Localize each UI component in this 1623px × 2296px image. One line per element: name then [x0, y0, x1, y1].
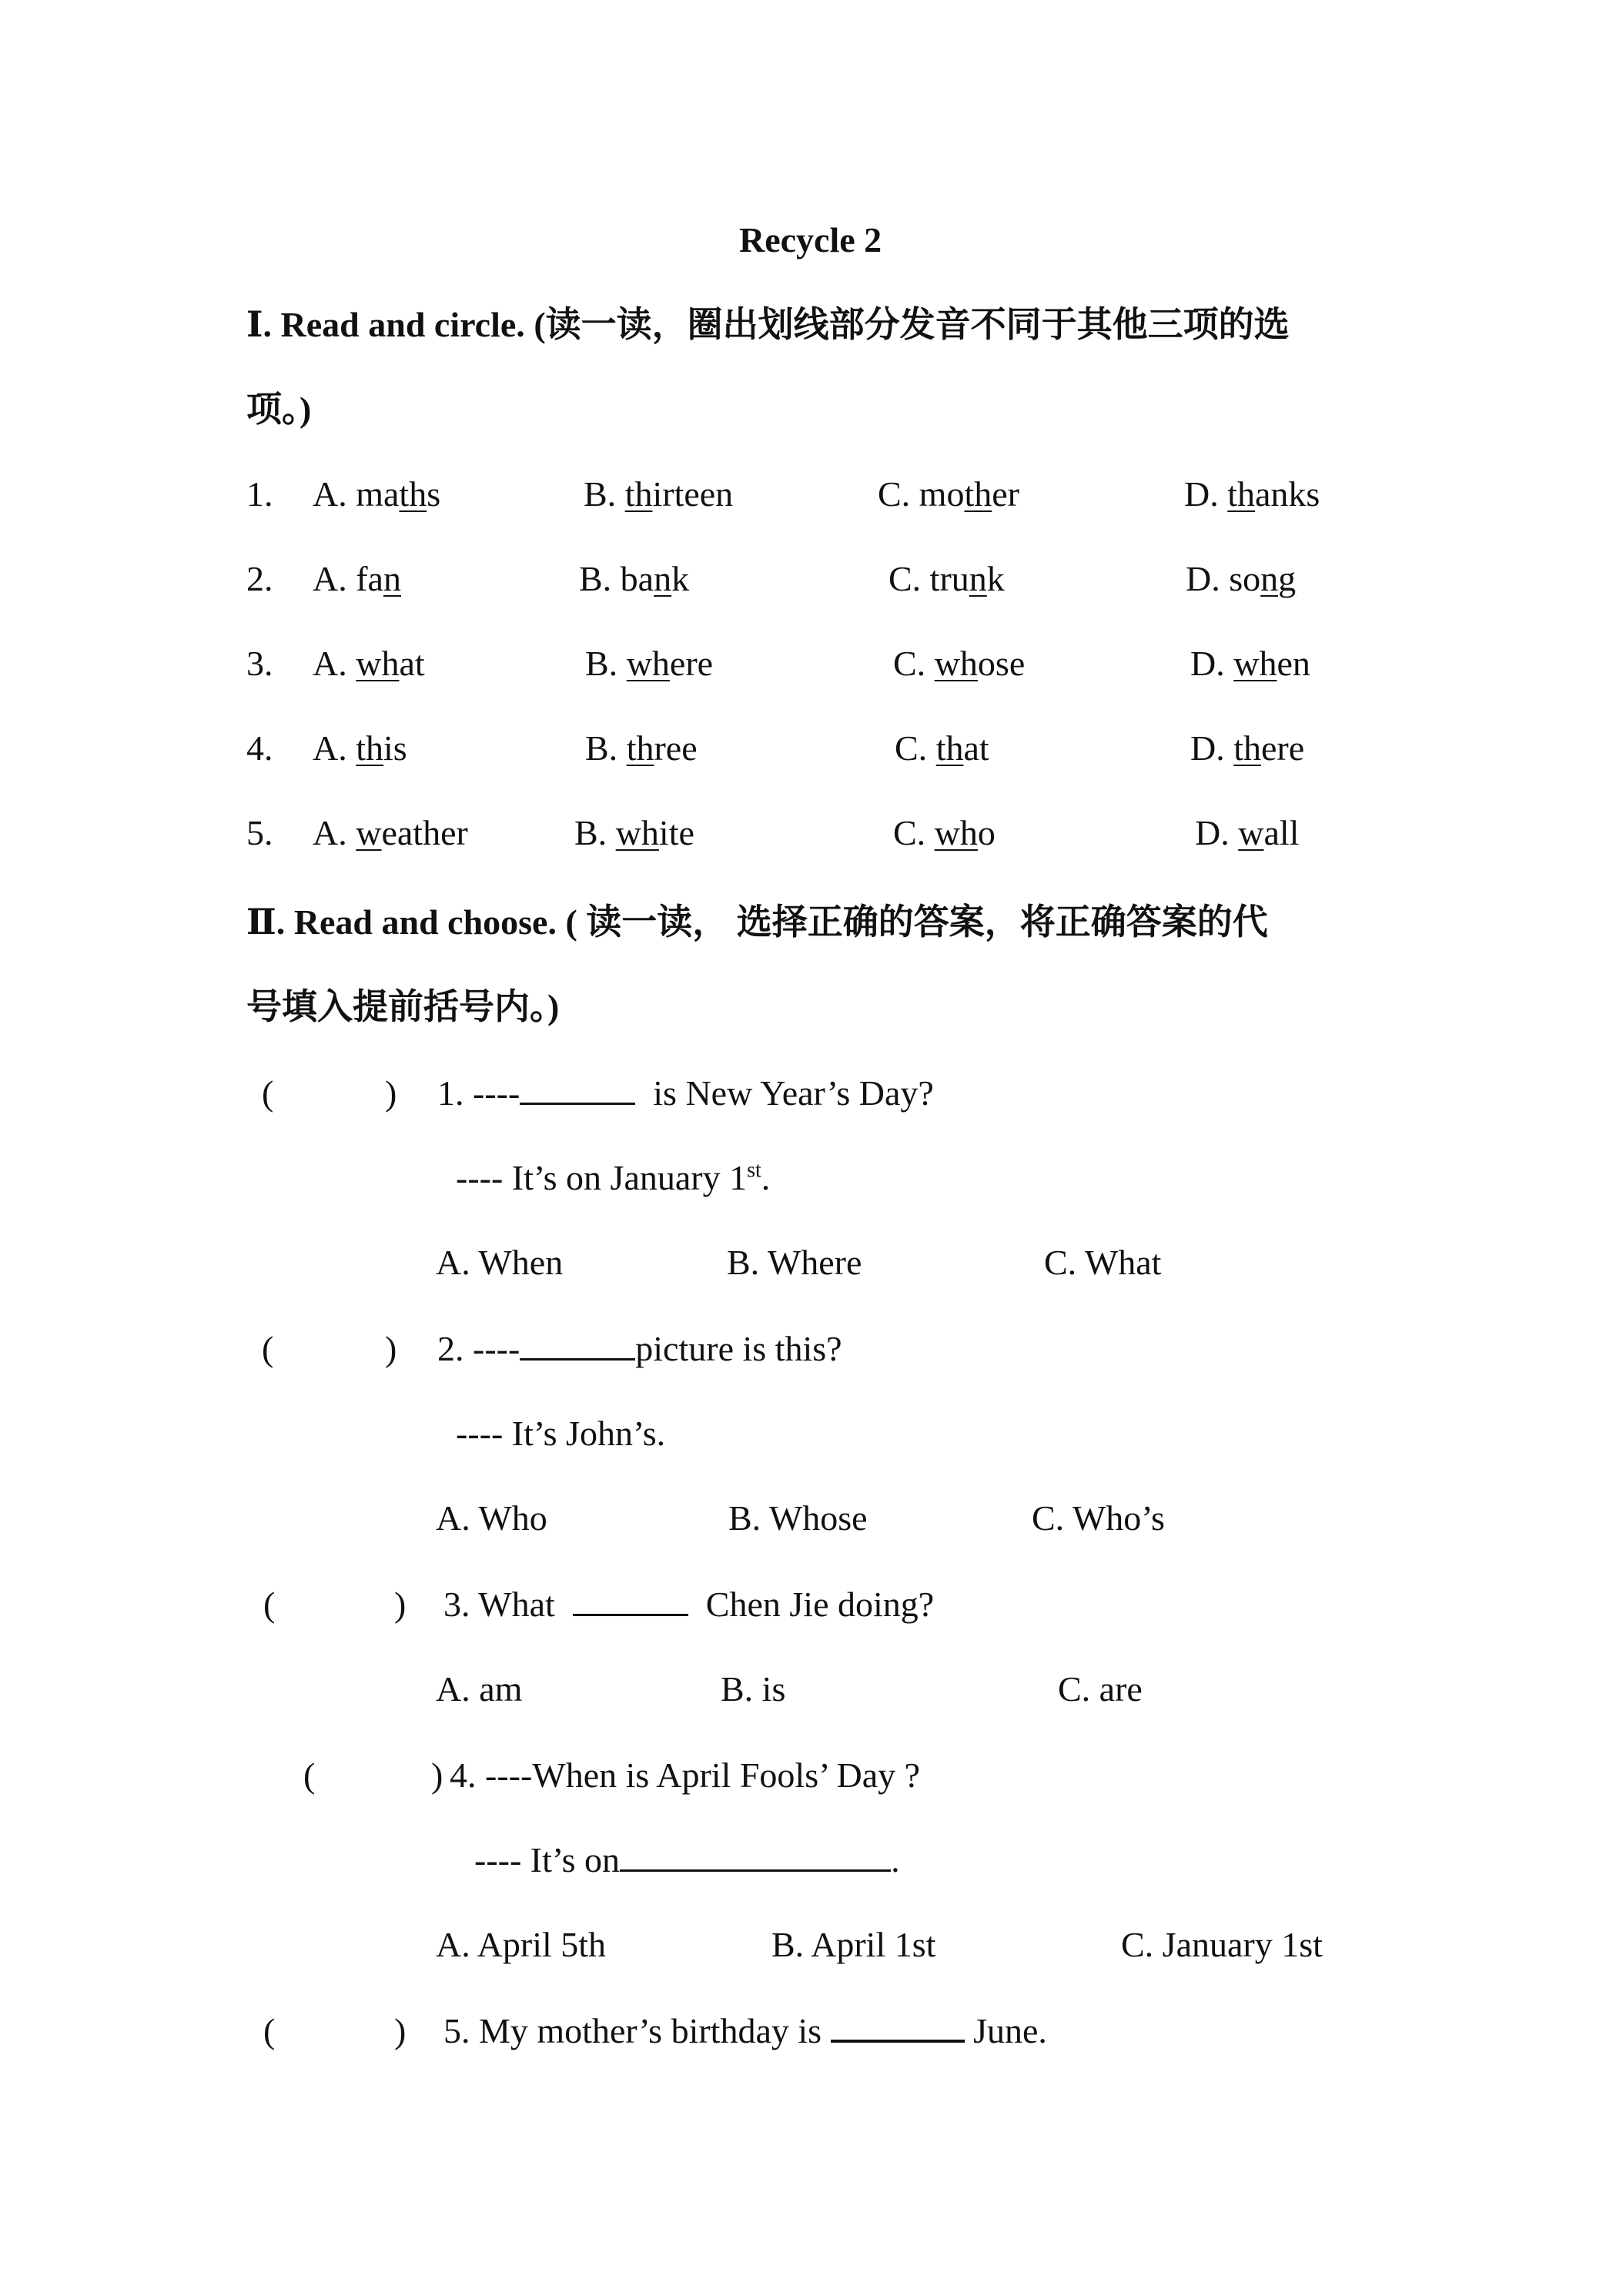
q1-option-a: A. When — [436, 1243, 564, 1282]
option-prefix: D. so — [1186, 559, 1261, 598]
q1-blank[interactable] — [520, 1072, 635, 1105]
q5-pre: 5. My mother’s birthday is — [443, 2011, 822, 2050]
item-5-option-c[interactable] — [893, 810, 996, 856]
q1-question — [437, 1070, 934, 1116]
underlined-letters: th — [1233, 728, 1262, 768]
option-suffix: all — [1263, 813, 1300, 852]
option-suffix: k — [671, 559, 690, 598]
q3-blank[interactable] — [573, 1583, 688, 1616]
option-prefix: C. tru — [888, 559, 969, 598]
option-prefix: A. — [313, 728, 356, 768]
q2-paren-close[interactable]: ) — [385, 1329, 397, 1368]
underlined-letters: th — [624, 474, 653, 514]
q1-answer — [456, 1155, 770, 1201]
underlined-letters: wh — [934, 813, 978, 852]
q2-option-a: A. Who — [436, 1498, 547, 1538]
option-prefix: B. — [574, 813, 616, 852]
q4-paren-close[interactable]: ) — [431, 1755, 443, 1795]
q3-pre: 3. What — [443, 1585, 555, 1624]
q2-answer: ---- It’s John’s. — [456, 1414, 666, 1453]
page-title: Recycle 2 — [739, 220, 882, 259]
q3-paren-open[interactable]: ( — [263, 1585, 276, 1624]
option-prefix: D. — [1190, 644, 1234, 683]
underlined-letters: th — [935, 728, 964, 768]
section2-heading-cn-2: 号填入提前括号内。) — [246, 987, 560, 1026]
q2-paren-open[interactable]: ( — [262, 1329, 274, 1368]
underlined-letters: w — [1238, 813, 1264, 852]
q5-after: June. — [973, 2011, 1047, 2050]
underlined-letters: n — [969, 559, 987, 598]
q1-answer-sup: st — [747, 1158, 761, 1183]
q1-option-b: B. Where — [727, 1243, 862, 1282]
option-suffix: ose — [977, 644, 1026, 683]
section1-heading-cn-2: 项。) — [246, 390, 312, 429]
item-2-option-b[interactable] — [579, 556, 689, 602]
item-3-number: 3. — [246, 644, 273, 683]
q4-paren-open[interactable]: ( — [303, 1755, 316, 1795]
underlined-letters: wh — [934, 644, 978, 683]
q2-option-b: B. Whose — [728, 1498, 868, 1538]
option-suffix: s — [427, 474, 441, 514]
q4-answer — [474, 1837, 900, 1883]
item-5-option-b[interactable] — [574, 810, 694, 856]
item-5-option-a[interactable] — [313, 810, 468, 856]
item-1-option-b[interactable] — [584, 471, 733, 517]
underlined-letters: wh — [1233, 644, 1277, 683]
q3-paren-close[interactable]: ) — [394, 1585, 407, 1624]
item-1-option-a[interactable] — [313, 471, 440, 517]
item-3-option-c[interactable] — [893, 641, 1025, 687]
q3-option-a: A. am — [436, 1669, 523, 1709]
q4-answer-post: . — [891, 1840, 900, 1879]
item-3-option-a[interactable] — [313, 641, 425, 687]
item-1-number: 1. — [246, 474, 273, 514]
option-suffix: irteen — [652, 474, 734, 514]
q2-blank[interactable] — [520, 1327, 635, 1361]
option-suffix: k — [986, 559, 1005, 598]
item-2-option-a[interactable] — [313, 556, 401, 602]
q3-after: Chen Jie doing? — [705, 1585, 935, 1624]
option-prefix: A. — [313, 644, 356, 683]
q3-question — [443, 1581, 934, 1628]
q5-paren-open[interactable]: ( — [263, 2011, 276, 2050]
underlined-letters: wh — [615, 813, 659, 852]
section2-heading-en: Ⅱ. Read and choose. — [246, 902, 557, 942]
option-prefix: C. — [893, 644, 935, 683]
item-1-option-d[interactable] — [1184, 471, 1320, 517]
q3-option-b: B. is — [721, 1669, 786, 1709]
option-prefix: D. — [1184, 474, 1228, 514]
option-suffix: ite — [658, 813, 694, 852]
q1-answer-pre: ---- It’s on January 1 — [456, 1158, 748, 1197]
q5-paren-close[interactable]: ) — [394, 2011, 407, 2050]
option-suffix: o — [977, 813, 996, 852]
underlined-letters: n — [654, 559, 672, 598]
underlined-letters: th — [1227, 474, 1256, 514]
section1-heading — [246, 302, 1290, 348]
option-suffix: ere — [1261, 728, 1305, 768]
item-2-option-d[interactable] — [1186, 556, 1296, 602]
q3-option-c: C. are — [1058, 1669, 1143, 1709]
item-4-option-c[interactable] — [895, 725, 989, 771]
item-2-number: 2. — [246, 559, 273, 598]
q4-question: 4. ----When is April Fools’ Day ? — [450, 1755, 921, 1795]
q1-answer-post: . — [761, 1158, 771, 1197]
option-suffix: anks — [1255, 474, 1320, 514]
item-4-option-b[interactable] — [585, 725, 698, 771]
q1-num: 1. ---- — [437, 1073, 520, 1113]
option-suffix: at — [399, 644, 425, 683]
option-prefix: B. ba — [579, 559, 654, 598]
option-prefix: A. — [313, 813, 356, 852]
option-prefix: B. — [584, 474, 625, 514]
item-2-option-c[interactable] — [888, 556, 1005, 602]
section1-heading-cn: (读一读，圈出划线部分发音不同于其他三项的选 — [534, 305, 1290, 344]
option-prefix: C. — [893, 813, 935, 852]
item-5-number: 5. — [246, 813, 273, 852]
option-suffix: ree — [654, 728, 698, 768]
q5-blank[interactable] — [831, 2009, 965, 2043]
option-prefix: A. ma — [313, 474, 400, 514]
option-suffix: eather — [381, 813, 468, 852]
section2-heading-cn: ( 读一读， 选择正确的答案，将正确答案的代 — [565, 902, 1268, 942]
item-4-option-a[interactable] — [313, 725, 407, 771]
underlined-letters: n — [383, 559, 401, 598]
q5-question — [443, 2008, 1047, 2054]
q1-after: is New Year’s Day? — [653, 1073, 934, 1113]
q4-answer-pre: ---- It’s on — [474, 1840, 621, 1879]
option-prefix: A. fa — [313, 559, 383, 598]
option-prefix: D. — [1190, 728, 1234, 768]
q4-blank[interactable] — [620, 1839, 891, 1872]
q2-question — [437, 1326, 842, 1372]
section1-heading-en: Ⅰ. Read and circle. — [246, 305, 525, 344]
q2-after: picture is this? — [635, 1329, 842, 1368]
q1-paren-open[interactable]: ( — [262, 1073, 274, 1113]
option-prefix: D. — [1195, 813, 1239, 852]
underlined-letters: th — [964, 474, 992, 514]
option-suffix: er — [992, 474, 1019, 514]
option-suffix: at — [963, 728, 989, 768]
item-5-option-d[interactable] — [1195, 810, 1299, 856]
section2-heading — [246, 899, 1268, 946]
q2-option-c: C. Who’s — [1032, 1498, 1165, 1538]
q2-num: 2. ---- — [437, 1329, 520, 1368]
underlined-letters: wh — [626, 644, 670, 683]
q1-option-c: C. What — [1044, 1243, 1162, 1282]
item-4-number: 4. — [246, 728, 273, 768]
q4-option-b: B. April 1st — [771, 1925, 936, 1964]
option-prefix: B. — [585, 644, 627, 683]
option-suffix: ere — [669, 644, 714, 683]
item-1-option-c[interactable] — [878, 471, 1019, 517]
option-suffix: en — [1277, 644, 1310, 683]
q1-paren-close[interactable]: ) — [385, 1073, 397, 1113]
item-3-option-d[interactable] — [1190, 641, 1310, 687]
underlined-letters: th — [356, 728, 384, 768]
underlined-letters: wh — [356, 644, 400, 683]
option-suffix: is — [383, 728, 407, 768]
underlined-letters: th — [626, 728, 654, 768]
underlined-letters: ng — [1260, 559, 1297, 598]
item-4-option-d[interactable] — [1190, 725, 1304, 771]
option-prefix: B. — [585, 728, 627, 768]
item-3-option-b[interactable] — [585, 641, 713, 687]
q4-option-a: A. April 5th — [436, 1925, 607, 1964]
option-prefix: C. — [895, 728, 936, 768]
q4-option-c: C. January 1st — [1121, 1925, 1323, 1964]
underlined-letters: th — [399, 474, 427, 514]
option-prefix: C. mo — [878, 474, 965, 514]
underlined-letters: w — [356, 813, 382, 852]
